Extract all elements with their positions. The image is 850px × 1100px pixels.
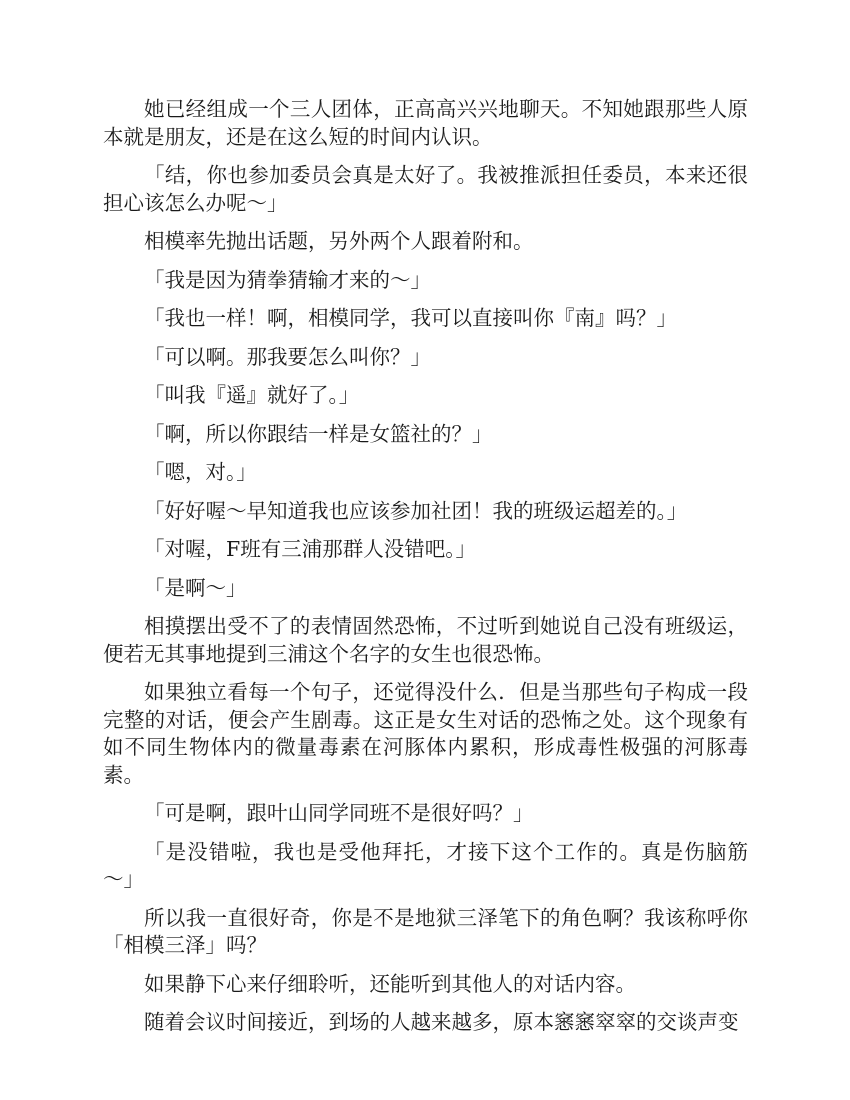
paragraph: 如果静下心来仔细聆听，还能听到其他人的对话内容。 <box>144 971 636 996</box>
paragraph: 所以我一直很好奇，你是不是地狱三泽笔下的角色啊？我该称呼你「相模三泽」吗？ <box>103 905 748 957</box>
paragraph: 「可是啊，跟叶山同学同班不是很好吗？」 <box>144 801 534 825</box>
paragraph: 「对喔，F班有三浦那群人没错吧。」 <box>144 537 476 561</box>
paragraph: 「我是因为猜拳猜输才来的～」 <box>144 267 431 292</box>
paragraph: 「啊，所以你跟结一样是女篮社的？」 <box>144 421 493 446</box>
paragraph: 「是啊～」 <box>144 575 247 600</box>
paragraph: 随着会议时间接近，到场的人越来越多，原本窸窸窣窣的交谈声变 <box>144 1010 739 1034</box>
paragraph: 「我也一样！啊，相模同学，我可以直接叫你『南』吗？」 <box>144 306 677 330</box>
paragraph: 「结，你也参加委员会真是太好了。我被推派担任委员，本来还很担心该怎么办呢～」 <box>103 163 748 215</box>
document-page <box>103 96 748 1048</box>
paragraph: 相模率先抛出话题，另外两个人跟着附和。 <box>144 229 534 253</box>
paragraph: 相摸摆出受不了的表情固然恐怖，不过听到她说自己没有班级运，便若无其事地提到三浦这个名字的女生也很恐怖。 <box>103 614 748 666</box>
paragraph: 「可以啊。那我要怎么叫你？」 <box>144 344 431 369</box>
paragraph: 「是没错啦，我也是受他拜托，才接下这个工作的。真是伤脑筋～」 <box>103 839 748 891</box>
paragraph: 「嗯，对。」 <box>144 460 257 484</box>
paragraph: 「叫我『遥』就好了。」 <box>144 383 360 407</box>
paragraph: 她已经组成一个三人团体，正高高兴兴地聊天。不知她跟那些人原本就是朋友，还是在这么短的时间内认识。 <box>103 97 748 149</box>
paragraph: 如果独立看每一个句子，还觉得没什么．但是当那些句子构成一段完整的对话，便会产生剧毒。这正是女生对话的恐怖之处。这个现象有如不同生物体内的微量毒素在河豚体内累积，形成毒性极强的河豚毒素。 <box>103 680 748 787</box>
paragraph: 「好好喔～早知道我也应该参加社团！我的班级运超差的。」 <box>144 498 688 523</box>
